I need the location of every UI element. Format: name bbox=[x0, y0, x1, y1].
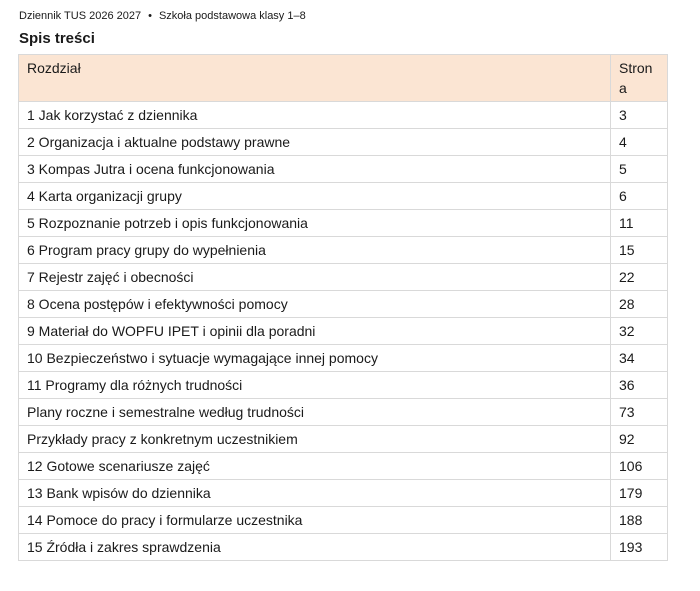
toc-row[interactable] bbox=[19, 156, 668, 183]
toc-chapter-cell[interactable]: 11 Programy dla różnych trudności bbox=[19, 372, 611, 399]
toc-row[interactable] bbox=[19, 183, 668, 210]
toc-page-cell: 11 bbox=[611, 210, 668, 237]
toc-row[interactable] bbox=[19, 453, 668, 480]
toc-page-cell: 28 bbox=[611, 291, 668, 318]
toc-page-cell: 193 bbox=[611, 534, 668, 561]
toc-row[interactable] bbox=[19, 480, 668, 507]
toc-chapter-cell[interactable]: Przykłady pracy z konkretnym uczestnikiem bbox=[19, 426, 611, 453]
toc-row[interactable] bbox=[19, 129, 668, 156]
running-header bbox=[19, 9, 306, 23]
toc-row[interactable] bbox=[19, 372, 668, 399]
toc-chapter-cell[interactable]: 15 Źródła i zakres sprawdzenia bbox=[19, 534, 611, 561]
toc-table bbox=[18, 54, 668, 561]
toc-page-cell: 6 bbox=[611, 183, 668, 210]
toc-row[interactable] bbox=[19, 264, 668, 291]
header-separator: • bbox=[148, 10, 152, 22]
toc-row[interactable] bbox=[19, 534, 668, 561]
toc-row[interactable] bbox=[19, 237, 668, 264]
toc-row[interactable] bbox=[19, 210, 668, 237]
toc-page-cell: 3 bbox=[611, 102, 668, 129]
toc-page-cell: 34 bbox=[611, 345, 668, 372]
toc-chapter-cell[interactable]: 4 Karta organizacji grupy bbox=[19, 183, 611, 210]
toc-chapter-cell[interactable]: 1 Jak korzystać z dziennika bbox=[19, 102, 611, 129]
toc-chapter-cell[interactable]: 9 Materiał do WOPFU IPET i opinii dla poradni bbox=[19, 318, 611, 345]
toc-row[interactable] bbox=[19, 291, 668, 318]
toc-row[interactable] bbox=[19, 102, 668, 129]
toc-row[interactable] bbox=[19, 345, 668, 372]
toc-page-cell: 92 bbox=[611, 426, 668, 453]
toc-chapter-cell[interactable]: 7 Rejestr zajęć i obecności bbox=[19, 264, 611, 291]
toc-chapter-cell[interactable]: 12 Gotowe scenariusze zajęć bbox=[19, 453, 611, 480]
toc-row[interactable] bbox=[19, 426, 668, 453]
toc-chapter-cell[interactable]: 8 Ocena postępów i efektywności pomocy bbox=[19, 291, 611, 318]
toc-page-cell: 73 bbox=[611, 399, 668, 426]
toc-chapter-cell[interactable]: 6 Program pracy grupy do wypełnienia bbox=[19, 237, 611, 264]
toc-chapter-cell[interactable]: 2 Organizacja i aktualne podstawy prawne bbox=[19, 129, 611, 156]
toc-title: Spis treści bbox=[19, 30, 95, 47]
toc-page-cell: 36 bbox=[611, 372, 668, 399]
toc-chapter-cell[interactable]: Plany roczne i semestralne według trudności bbox=[19, 399, 611, 426]
toc-page-cell: 4 bbox=[611, 129, 668, 156]
toc-page-cell: 15 bbox=[611, 237, 668, 264]
column-header-page: Strona bbox=[611, 55, 668, 102]
toc-page-cell: 32 bbox=[611, 318, 668, 345]
school-type: Szkoła podstawowa klasy 1–8 bbox=[158, 10, 306, 22]
toc-chapter-cell[interactable]: 3 Kompas Jutra i ocena funkcjonowania bbox=[19, 156, 611, 183]
toc-chapter-cell[interactable]: 5 Rozpoznanie potrzeb i opis funkcjonowania bbox=[19, 210, 611, 237]
column-header-chapter: Rozdział bbox=[19, 55, 611, 102]
toc-page-cell: 106 bbox=[611, 453, 668, 480]
toc-row[interactable] bbox=[19, 507, 668, 534]
toc-page-cell: 22 bbox=[611, 264, 668, 291]
toc-page-cell: 179 bbox=[611, 480, 668, 507]
toc-row[interactable] bbox=[19, 318, 668, 345]
toc-row[interactable] bbox=[19, 399, 668, 426]
journal-title: Dziennik TUS 2026 2027 bbox=[19, 10, 142, 22]
toc-chapter-cell[interactable]: 14 Pomoce do pracy i formularze uczestnika bbox=[19, 507, 611, 534]
toc-chapter-cell[interactable]: 13 Bank wpisów do dziennika bbox=[19, 480, 611, 507]
toc-chapter-cell[interactable]: 10 Bezpieczeństwo i sytuacje wymagające innej pomocy bbox=[19, 345, 611, 372]
toc-header-row bbox=[19, 55, 668, 102]
toc-page-cell: 5 bbox=[611, 156, 668, 183]
toc-page-cell: 188 bbox=[611, 507, 668, 534]
toc-body bbox=[19, 102, 668, 561]
